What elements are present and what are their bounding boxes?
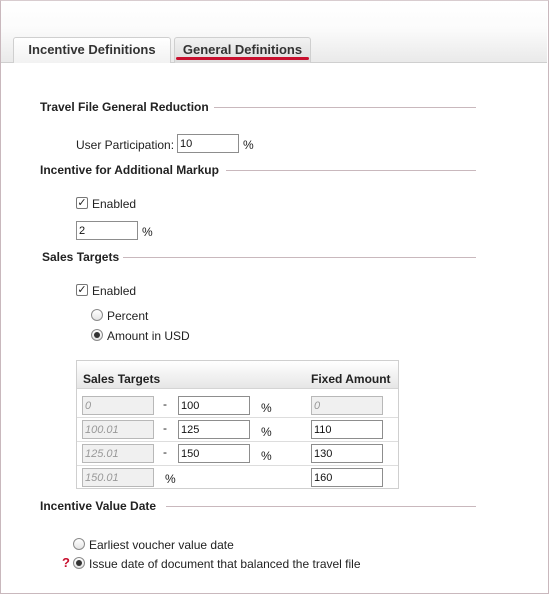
percent-unit: % xyxy=(142,225,153,239)
range-from-input xyxy=(82,420,154,439)
earliest-voucher-radio[interactable] xyxy=(73,538,85,550)
row-divider xyxy=(77,465,398,466)
percent-unit: % xyxy=(243,138,254,152)
section-divider xyxy=(226,170,476,171)
user-participation-input[interactable] xyxy=(177,134,239,153)
issue-date-label: Issue date of document that balanced the travel file xyxy=(89,557,361,571)
range-from-input xyxy=(82,396,154,415)
section-title-sales-targets: Sales Targets xyxy=(42,250,120,264)
markup-enabled-checkbox[interactable]: ✓ xyxy=(77,197,87,209)
fixed-amount-input[interactable] xyxy=(311,444,383,463)
section-title-travel-reduction: Travel File General Reduction xyxy=(40,100,209,114)
fixed-amount-input[interactable] xyxy=(311,468,383,487)
fixed-amount-input[interactable] xyxy=(311,420,383,439)
range-from-input xyxy=(82,468,154,487)
range-unit: % xyxy=(165,472,176,486)
fixed-amount-input xyxy=(311,396,383,415)
section-title-additional-markup: Incentive for Additional Markup xyxy=(40,163,219,177)
section-divider xyxy=(166,506,476,507)
markup-value-input[interactable] xyxy=(76,221,138,240)
range-from-input xyxy=(82,444,154,463)
range-to-input[interactable] xyxy=(178,420,250,439)
table-header xyxy=(77,361,398,389)
section-divider xyxy=(123,257,476,258)
row-divider xyxy=(77,417,398,418)
row-divider xyxy=(77,441,398,442)
amount-usd-radio-label: Amount in USD xyxy=(107,329,190,343)
section-divider xyxy=(214,107,476,108)
percent-radio-label: Percent xyxy=(107,309,149,323)
column-header-fixed-amount: Fixed Amount xyxy=(311,372,391,386)
range-to-input[interactable] xyxy=(178,396,250,415)
percent-radio[interactable] xyxy=(91,309,103,321)
tab-incentive-definitions[interactable]: Incentive Definitions xyxy=(13,37,171,63)
issue-date-radio[interactable] xyxy=(73,557,85,569)
earliest-voucher-label: Earliest voucher value date xyxy=(89,538,234,552)
amount-usd-radio[interactable] xyxy=(91,329,103,341)
range-dash: - xyxy=(163,421,167,435)
sales-targets-enabled-checkbox[interactable]: ✓ xyxy=(77,284,87,296)
markup-enabled-label: Enabled xyxy=(92,197,137,211)
range-unit: % xyxy=(261,449,272,463)
section-title-value-date: Incentive Value Date xyxy=(40,499,157,513)
range-to-input[interactable] xyxy=(178,444,250,463)
range-unit: % xyxy=(261,401,272,415)
column-header-sales-targets: Sales Targets xyxy=(83,372,161,386)
user-participation-label: User Participation: xyxy=(76,138,175,152)
question-mark-icon[interactable]: ? xyxy=(62,555,70,570)
tab-general-definitions[interactable]: General Definitions xyxy=(174,37,311,63)
sales-targets-table xyxy=(76,360,399,489)
active-tab-indicator xyxy=(176,57,309,60)
range-dash: - xyxy=(163,397,167,411)
range-unit: % xyxy=(261,425,272,439)
sales-targets-enabled-label: Enabled xyxy=(92,284,137,298)
range-dash: - xyxy=(163,445,167,459)
